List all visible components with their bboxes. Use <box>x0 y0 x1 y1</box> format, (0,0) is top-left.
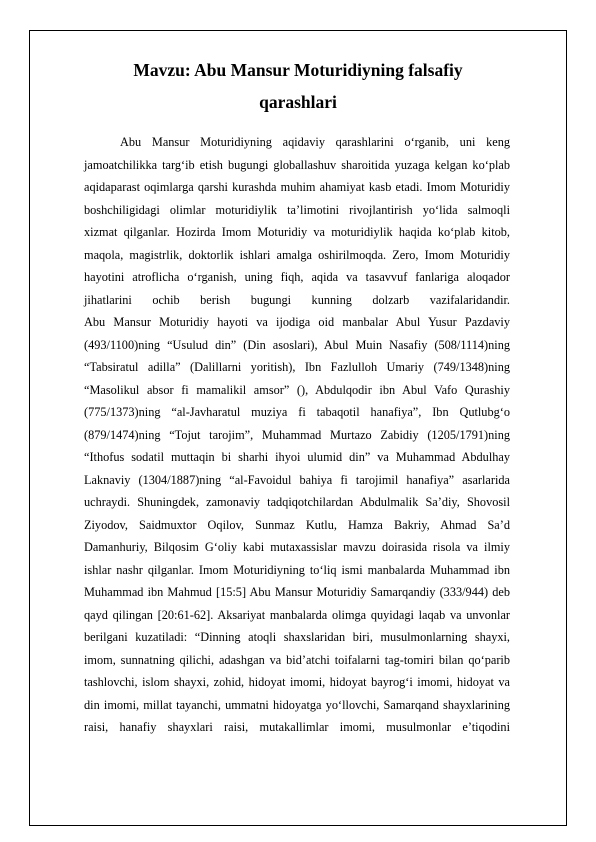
text-line: (775/1373)ning “al-Javharatul muziya fi tabaqotil hanafiya”, Ibn Qutlubg‘o <box>84 405 510 419</box>
text-line: Laknaviy (1304/1887)ning “al-Favoidul bahiya fi tarojimil hanafiya” asarlarida <box>84 472 510 487</box>
text-line: Ziyodov, Saidmuxtor Oqilov, Sunmaz Kutlu, Hamza Bakriy, Ahmad Sa’d <box>84 517 510 532</box>
text-line: jamoatchilikka targ‘ib etish bugungi globallashuv sharoitida yuzaga kelgan ko‘plab <box>84 157 510 172</box>
text-line: boshchiligidagi olimlar moturidiylik ta’limotini rivojlantirish yo‘lida salmoqli <box>84 202 510 217</box>
text-line: xizmat qilganlar. Hozirda Imom Moturidiy va moturidiylik haqida ko‘plab kitob, <box>84 225 510 239</box>
text-line: “Masolikul absor fi mamalikil amsor” (), Abdulqodir ibn Abul Vafo Qurashiy <box>84 382 510 397</box>
text-line: qayd qilingan [20:61-62]. Aksariyat manbalarda olimga quyidagi laqab va unvonlar <box>84 607 510 622</box>
text-line: (879/1474)ning “Tojut tarojim”, Muhammad Murtazo Zabidiy (1205/1791)ning <box>84 427 510 442</box>
text-line: Damanhuriy, Bilqosim G‘oliy kabi mutaxassislar mavzu doirasida risola va ilmiy <box>84 540 510 554</box>
text-line: imom, sunnatning qilichi, adashgan va bid’atchi toifalarni tag-tomiri bilan qo‘parib <box>84 652 510 667</box>
text-line: maqola, magistrlik, doktorlik ishlari amalga oshirilmoqda. Zero, Imom Moturidiy <box>84 247 510 262</box>
text-line: (493/1100)ning “Usulud din” (Din asoslari), Abul Muin Nasafiy (508/1114)ning <box>84 337 510 352</box>
text-line: Abu Mansur Moturidiy hayoti va ijodiga oid manbalar Abul Yusur Pazdaviy <box>84 315 510 329</box>
text-line: Abu Mansur Moturidiyning aqidaviy qarashlarini o‘rganib, uni keng <box>120 135 510 149</box>
text-line: berilgani kuzatiladi: “Dinning atoqli shaxslaridan biri, musulmonlarning shayxi, <box>84 630 510 644</box>
text-line: ishlar nashr qilganlar. Imom Moturidiyning to‘liq ismi manbalarda Muhammad ibn <box>84 562 510 577</box>
text-line: uchraydi. Shuningdek, zamonaviy tadqiqotchilardan Abdulmalik Sa’diy, Shovosil <box>84 495 510 509</box>
text-line: tashlovchi, islom shayxi, zohid, hidoyat imomi, hidoyat bayrog‘i imomi, hidoyat va <box>84 675 510 689</box>
text-line: Muhammad ibn Mahmud [15:5] Abu Mansur Moturidiy Samarqandiy (333/944) deb <box>84 585 510 599</box>
text-line: hayotini atroflicha o‘rganish, uning fiqh, aqida va tasavvuf fanlariga aloqador <box>84 270 510 284</box>
document-title-line-1: Mavzu: Abu Mansur Moturidiyning falsafiy <box>133 60 463 80</box>
document-title-line-2: qarashlari <box>259 92 337 112</box>
text-line: din imomi, millat tayanchi, ummatni hidoyatga yo‘llovchi, Samarqand shayxlarining <box>84 697 510 712</box>
text-line: jihatlarini ochib berish bugungi kunning dolzarb vazifalaridandir. <box>84 292 510 307</box>
text-line: aqidaparast oqimlarga qarshi kurashda muhim ahamiyat kasb etadi. Imom Moturidiy <box>84 180 510 194</box>
text-line: “Tabsiratul adilla” (Dalillarni yoritish), Ibn Fazlulloh Umariy (749/1348)ning <box>84 360 510 374</box>
text-line: raisi, hanafiy shayxlari raisi, mutakallimlar imomi, musulmonlar e’tiqodini <box>84 720 510 734</box>
text-line: “Ithofus sodatil muttaqin bi sharhi ihyoi ulumid din” va Muhammad Abdulhay <box>84 450 510 464</box>
body-paragraph <box>84 131 510 739</box>
